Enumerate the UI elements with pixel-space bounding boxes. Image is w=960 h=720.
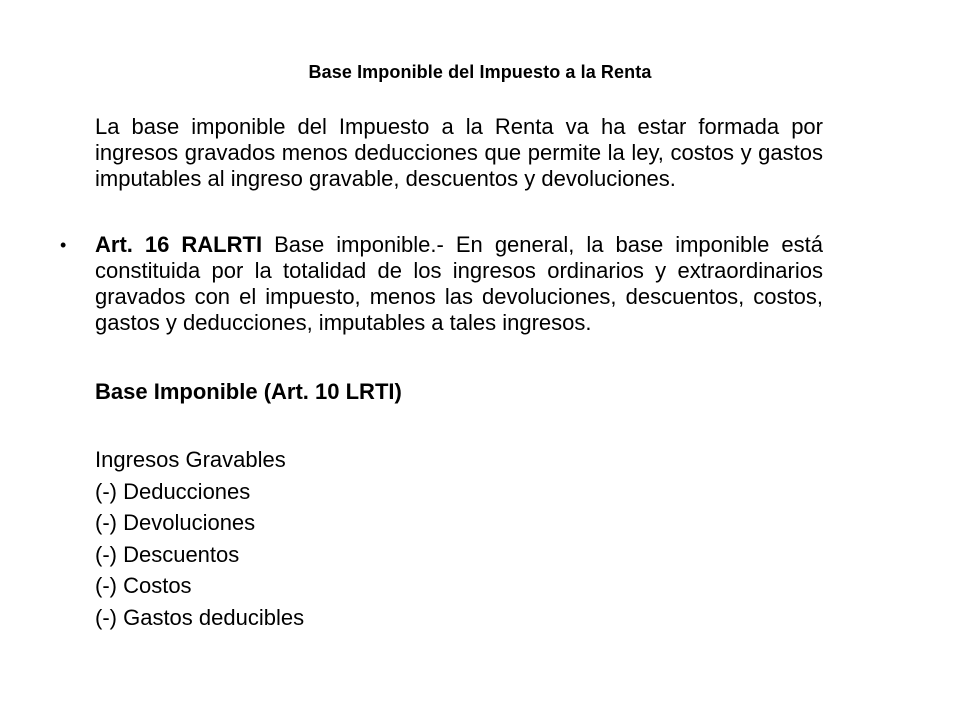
- formula-item: (-) Deducciones: [95, 478, 251, 504]
- bullet-lead: Art. 16 RALRTI: [95, 232, 263, 257]
- intro-paragraph: La base imponible del Impuesto a la Renta va ha estar formada por ingresos gravados menos deducciones que permite la ley, costos y gastos imputables al ingreso gravable, descuentos y devoluciones.: [95, 114, 823, 191]
- bullet-body: Base imponible.- En general, la base imponible está constituida por la totalidad de los ingresos ordinarios y extraordinarios gravados con el impuesto, menos las devoluciones, descuentos, costos, gastos y deducciones, imputables a tales ingresos.: [95, 232, 823, 335]
- slide-title: Base Imponible del Impuesto a la Renta: [308, 62, 652, 82]
- formula-item: (-) Descuentos: [95, 541, 240, 567]
- formula-item: Ingresos Gravables: [95, 447, 286, 472]
- formula-item: (-) Devoluciones: [95, 510, 256, 535]
- section-heading: Base Imponible (Art. 10 LRTI): [95, 379, 402, 404]
- bullet-icon: •: [60, 235, 67, 255]
- formula-list: [95, 444, 304, 633]
- bullet-item: [60, 232, 830, 336]
- bullet-text: [95, 232, 823, 336]
- formula-item: (-) Gastos deducibles: [95, 604, 305, 630]
- formula-item: (-) Costos: [95, 573, 192, 598]
